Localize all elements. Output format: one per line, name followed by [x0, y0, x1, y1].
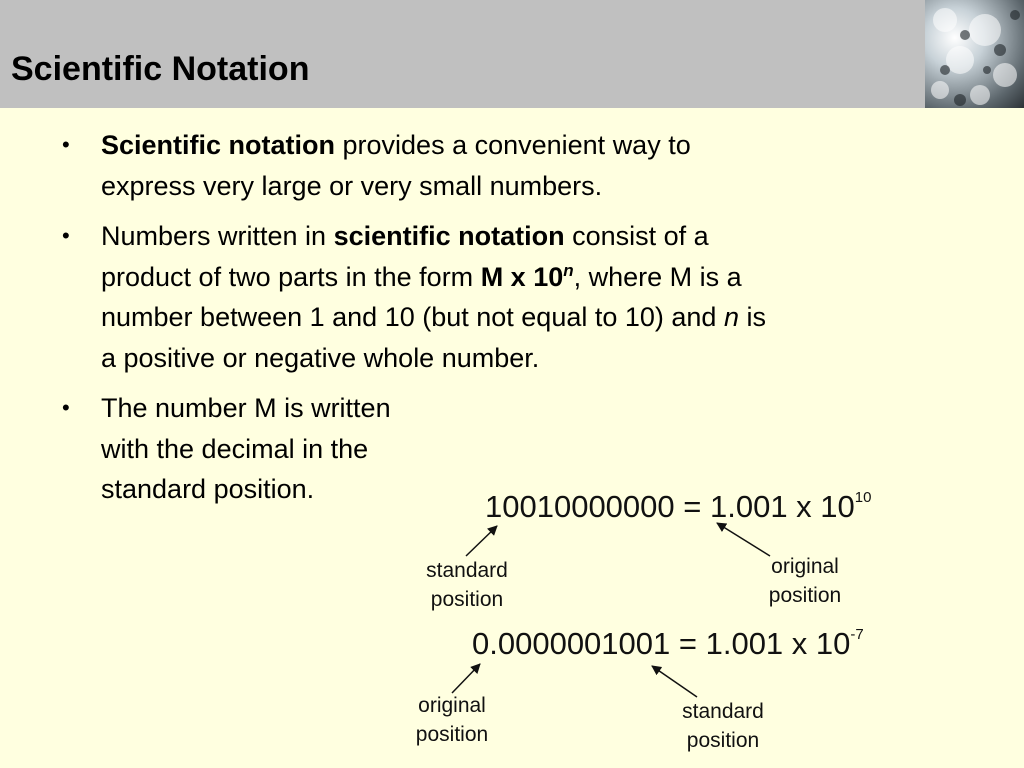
large-number: 10010000000 [485, 489, 675, 524]
text-run: express very large or very small numbers. [101, 170, 603, 201]
label-line: position [768, 584, 842, 607]
bold-text: scientific notation [333, 221, 565, 251]
text-run: a positive or negative whole number. [101, 342, 540, 373]
italic-text: n [723, 302, 739, 332]
text-run: consist of a [564, 221, 709, 251]
bullet-marker: • [62, 395, 70, 420]
bullet-marker: • [62, 132, 70, 157]
exponent: -7 [850, 626, 864, 643]
text-run: product of two parts in the form [101, 261, 481, 292]
arrow-to-original-position [452, 664, 480, 693]
arrow-to-original-position [717, 523, 770, 556]
label-line: position [686, 729, 760, 752]
text-run: standard position. [101, 474, 315, 504]
text-run: , where M is a [573, 261, 742, 292]
arrow-to-standard-position [652, 666, 697, 697]
text-run: provides a convenient way to [335, 130, 691, 160]
label-line: standard [682, 700, 764, 723]
text-run: is [738, 302, 766, 332]
bold-text: n [563, 260, 574, 280]
label-line: position [415, 723, 489, 746]
bold-text: M x 10 [480, 261, 564, 292]
exponent: 10 [854, 489, 872, 506]
label-line: standard [426, 559, 508, 582]
text-run: The number M is written [101, 393, 391, 423]
text-run: number between 1 and 10 (but not equal to 10) and [101, 302, 724, 332]
bullet-marker: • [62, 223, 70, 248]
text-run: with the decimal in the [101, 433, 369, 464]
equation-rhs: = 1.001 x 10 [670, 626, 851, 661]
label-line: original [418, 694, 486, 717]
text-run: Numbers written in [101, 221, 334, 251]
arrow-to-standard-position [466, 526, 497, 556]
equation-rhs: = 1.001 x 10 [674, 489, 855, 524]
label-line: original [771, 555, 839, 578]
label-line: position [430, 588, 504, 611]
small-number: 0.0000001001 [472, 626, 671, 661]
bold-text: Scientific notation [101, 130, 336, 160]
slide-title: Scientific Notation [11, 50, 310, 88]
